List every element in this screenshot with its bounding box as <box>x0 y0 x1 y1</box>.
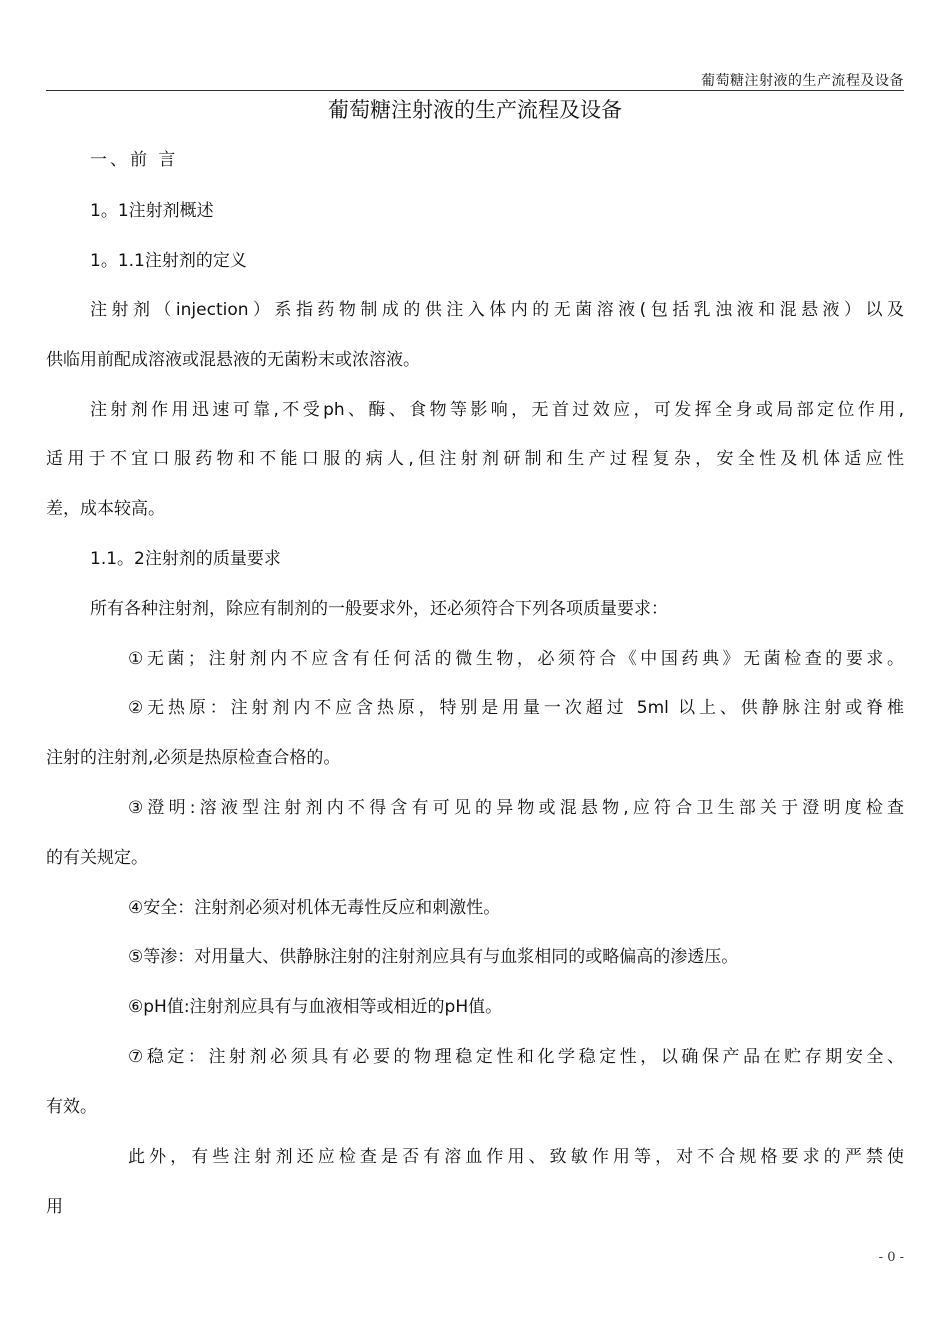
definition-paragraph-line-2: 供临用前配成溶液或混悬液的无菌粉末或浓溶液。 <box>46 350 420 370</box>
characteristics-paragraph-line-1: 注射剂作用迅速可靠,不受ph、酶、食物等影响，无首过效应，可发挥全身或局部定位作用, <box>90 400 904 420</box>
requirement-stability-line-2: 有效。 <box>46 1097 97 1117</box>
requirement-pyrogen-line-2: 注射的注射剂,必须是热原检查合格的。 <box>46 748 341 768</box>
requirement-pyrogen-line-1: ②无热原：注射剂内不应含热原，特别是用量一次超过 5ml 以上、供静脉注射或脊椎 <box>128 698 904 718</box>
closing-paragraph-line-1: 此外，有些注射剂还应检查是否有溶血作用、致敏作用等，对不合规格要求的严禁使 <box>128 1147 904 1167</box>
header-rule <box>46 90 904 91</box>
section-heading-preface: 一、前 言 <box>90 150 179 170</box>
subsection-heading-quality: 1.1。2注射剂的质量要求 <box>90 549 281 569</box>
characteristics-paragraph-line-3: 差，成本较高。 <box>46 499 165 519</box>
definition-paragraph-line-1: 注射剂（injection）系指药物制成的供注入体内的无菌溶液(包括乳浊液和混悬液）以及 <box>90 300 904 320</box>
running-header: 葡萄糖注射液的生产流程及设备 <box>701 73 904 89</box>
requirement-stability-line-1: ⑦稳定：注射剂必须具有必要的物理稳定性和化学稳定性，以确保产品在贮存期安全、 <box>128 1047 904 1067</box>
characteristics-paragraph-line-2: 适用于不宜口服药物和不能口服的病人,但注射剂研制和生产过程复杂，安全性及机体适应性 <box>46 449 904 469</box>
requirement-isotonic: ⑤等渗：对用量大、供静脉注射的注射剂应具有与血浆相同的或略偏高的渗透压。 <box>128 947 739 967</box>
requirements-intro: 所有各种注射剂，除应有制剂的一般要求外，还必须符合下列各项质量要求： <box>90 599 668 619</box>
document-title: 葡萄糖注射液的生产流程及设备 <box>328 98 622 122</box>
subsection-heading-definition: 1。1.1注射剂的定义 <box>90 251 247 271</box>
closing-paragraph-line-2: 用 <box>46 1197 63 1217</box>
requirement-safety: ④安全：注射剂必须对机体无毒性反应和刺激性。 <box>128 898 501 918</box>
page-number: - 0 - <box>878 1250 904 1265</box>
requirement-clarity-line-1: ③澄明:溶液型注射剂内不得含有可见的异物或混悬物,应符合卫生部关于澄明度检查 <box>128 798 904 818</box>
requirement-ph: ⑥pH值:注射剂应具有与血液相等或相近的pH值。 <box>128 997 503 1017</box>
requirement-sterility: ①无菌；注射剂内不应含有任何活的微生物，必须符合《中国药典》无菌检查的要求。 <box>128 649 904 669</box>
requirement-clarity-line-2: 的有关规定。 <box>46 848 148 868</box>
subsection-heading-overview: 1。1注射剂概述 <box>90 201 214 221</box>
